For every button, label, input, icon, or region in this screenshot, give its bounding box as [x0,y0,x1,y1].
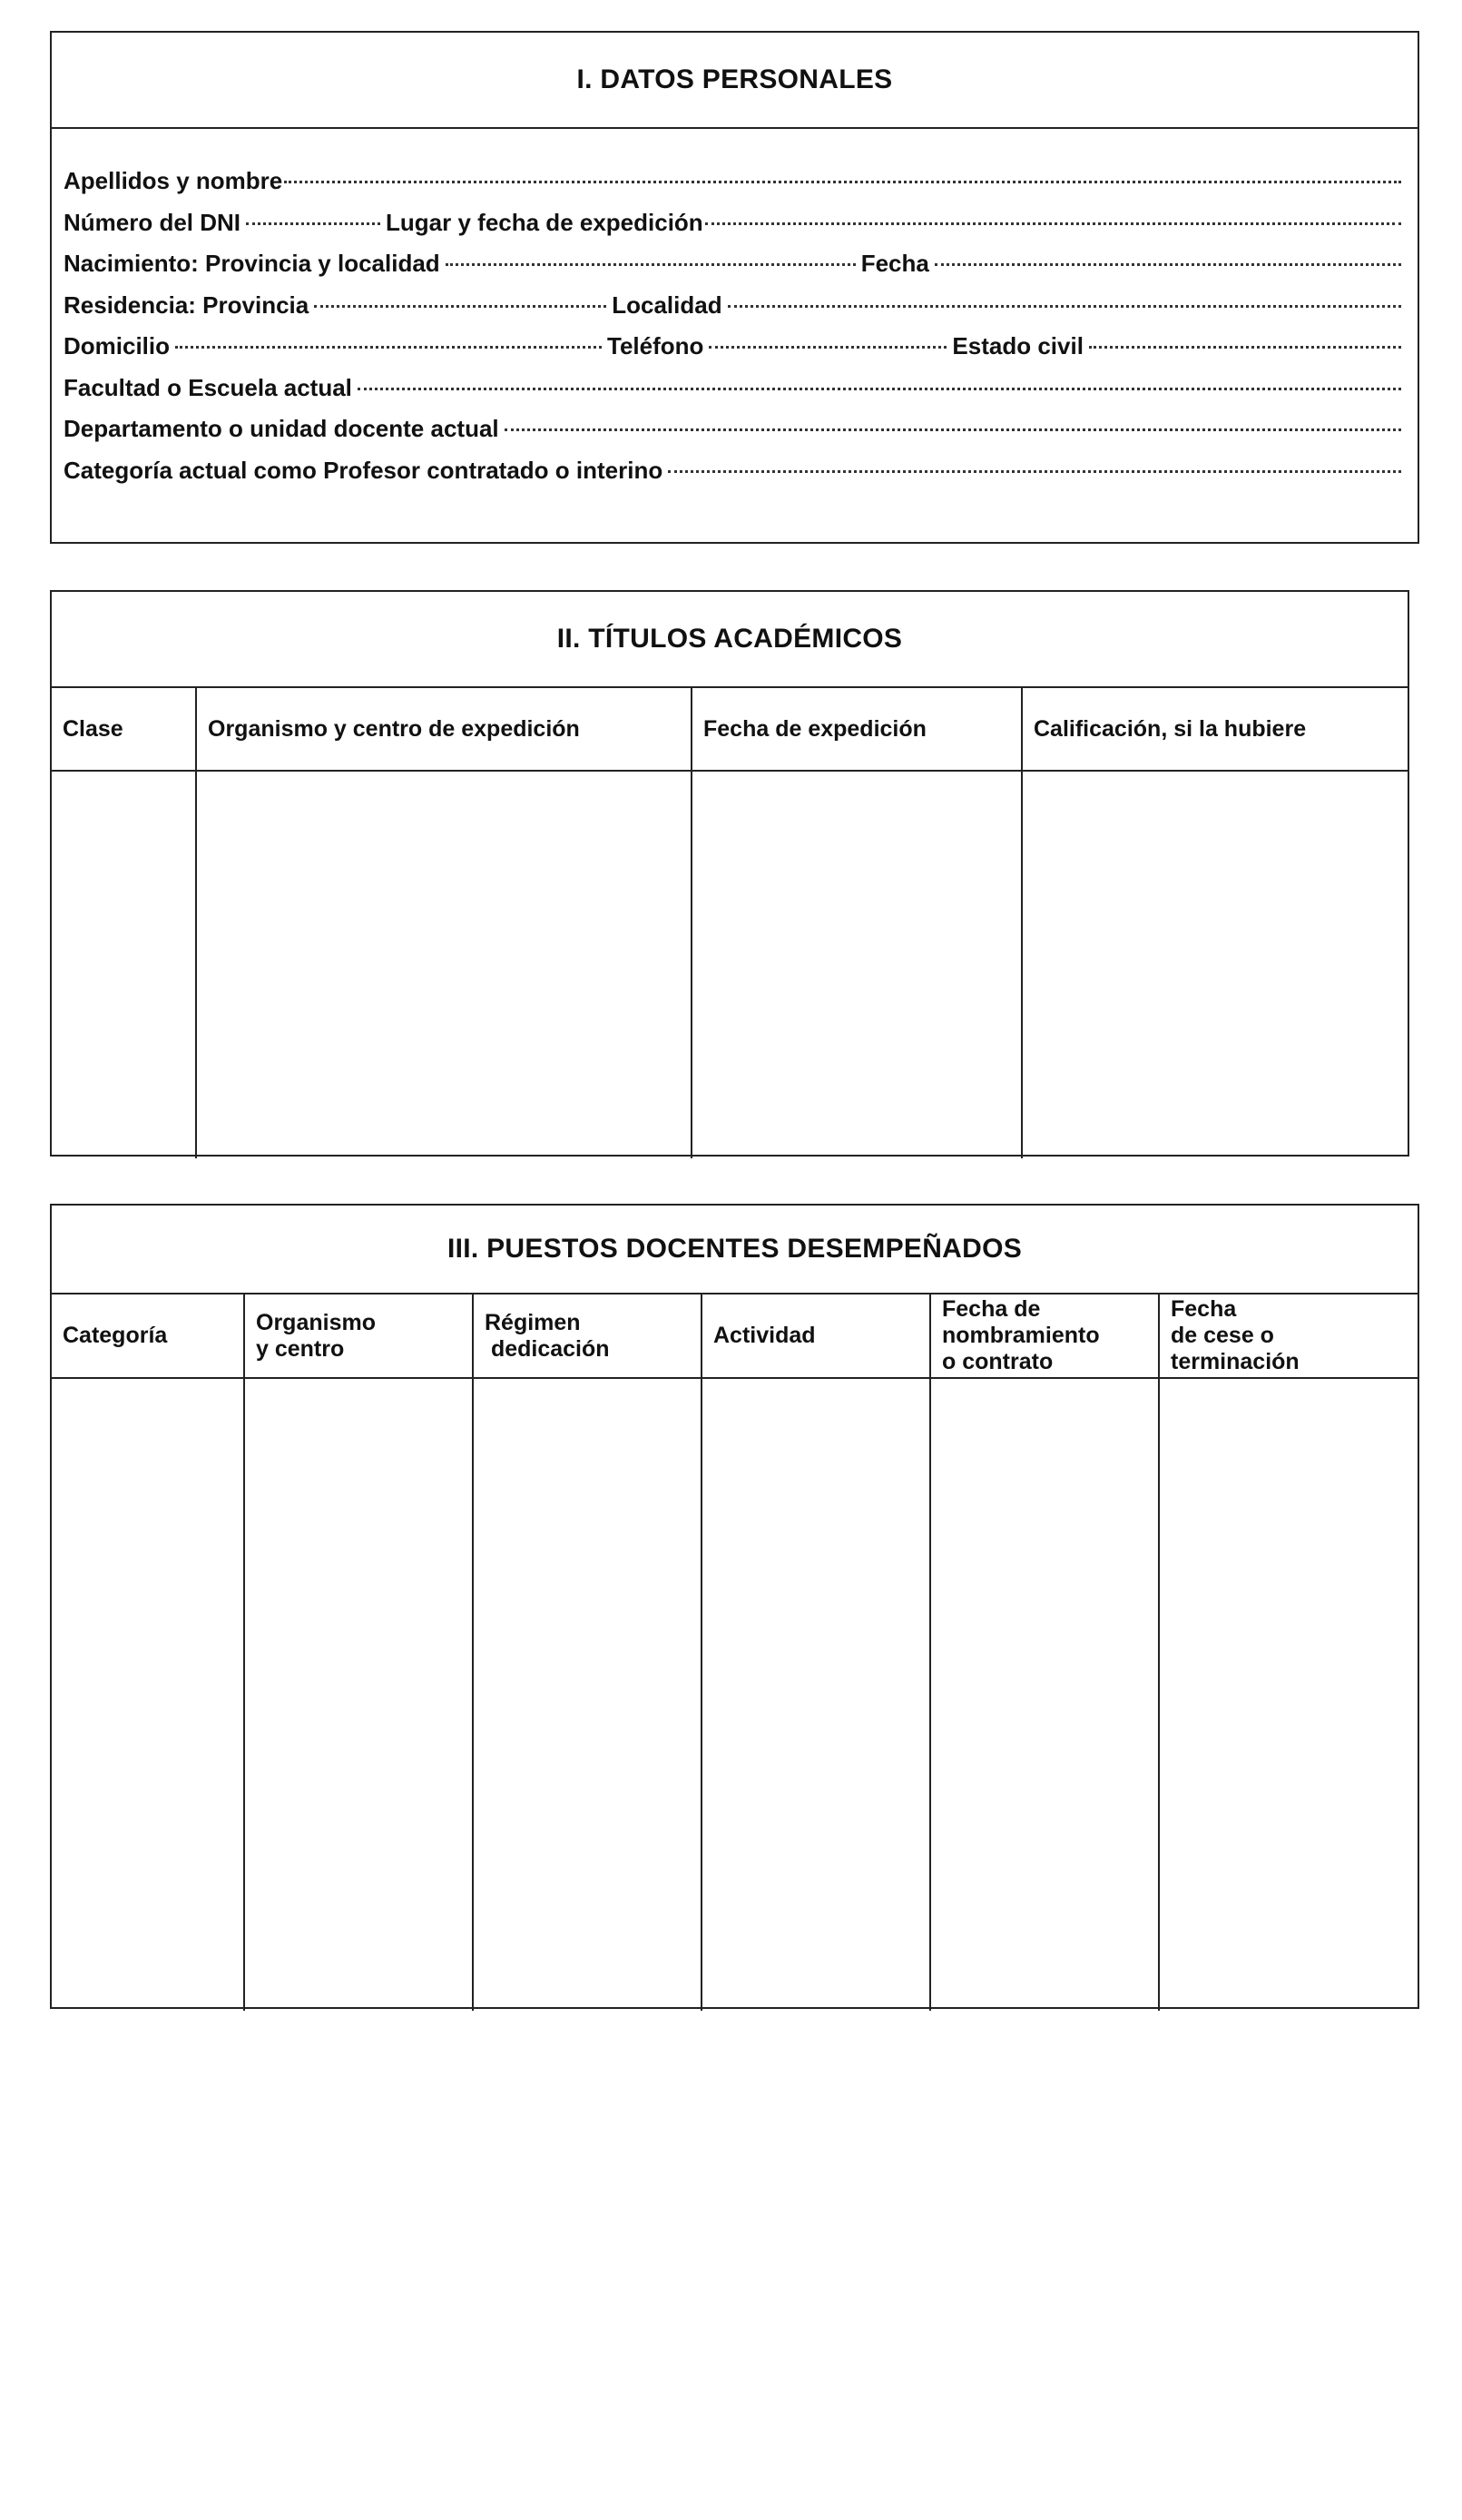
personal-data-fields [52,129,1418,497]
col-header-actividad: Actividad [702,1294,930,1378]
label-apellidos: Apellidos y nombre [64,167,283,194]
label-categoria-actual: Categoría actual como Profesor contratado o interino [64,456,663,484]
col-header-nombramiento-line-1: Fecha de [942,1296,1041,1322]
input-domicilio[interactable] [175,346,602,349]
titulos-table [52,688,1408,1158]
label-domicilio: Domicilio [64,332,171,359]
col-header-cese-line-3: terminación [1171,1349,1300,1374]
input-nacimiento[interactable] [446,263,856,266]
input-telefono[interactable] [709,346,947,349]
input-fecha-nacimiento[interactable] [935,263,1401,266]
label-estado-civil: Estado civil [952,332,1084,359]
cell-categoria[interactable] [52,1378,244,2011]
input-lugar-fecha-expedicion[interactable] [705,222,1401,225]
col-header-organismo-line-2: y centro [256,1335,345,1362]
label-fecha-nacimiento: Fecha [860,250,929,277]
cell-calificacion[interactable] [1022,771,1408,1158]
field-row-dni [64,209,1407,251]
table-row [52,771,1408,1158]
field-row-facultad [64,374,1407,416]
col-header-organismo-line-1: Organismo [256,1309,376,1335]
cell-organismo-expedicion[interactable] [196,771,692,1158]
cell-organismo-centro[interactable] [244,1378,473,2011]
input-categoria-actual[interactable] [668,470,1401,473]
col-header-regimen-line-1: Régimen [485,1309,581,1335]
label-localidad: Localidad [612,290,722,319]
label-telefono: Teléfono [607,332,704,359]
cell-fecha-nombramiento[interactable] [930,1378,1159,2011]
label-departamento: Departamento o unidad docente actual [64,415,499,442]
field-row-apellidos [64,167,1407,209]
input-estado-civil[interactable] [1089,346,1401,349]
input-apellidos[interactable] [284,181,1401,183]
label-lugar-fecha-expedicion: Lugar y fecha de expedición [386,208,703,236]
cell-fecha-cese[interactable] [1159,1378,1418,2011]
input-localidad[interactable] [728,305,1401,308]
col-header-clase: Clase [52,688,196,771]
col-header-fecha-cese [1159,1294,1418,1378]
label-residencia: Residencia: Provincia [64,290,309,319]
cell-clase[interactable] [52,771,196,1158]
col-header-nombramiento-line-2: nombramiento [942,1323,1100,1348]
cell-actividad[interactable] [702,1378,930,2011]
section-title-datos-personales: I. DATOS PERSONALES [52,33,1418,129]
col-header-organismo-expedicion: Organismo y centro de expedición [196,688,692,771]
label-facultad: Facultad o Escuela actual [64,373,352,401]
field-row-nacimiento [64,250,1407,291]
label-dni: Número del DNI [64,208,241,236]
field-row-categoria-actual [64,457,1407,498]
section-titulos-academicos [50,590,1409,1157]
titulos-header-row [52,688,1408,771]
col-header-regimen-dedicacion [473,1294,702,1378]
table-row [52,1378,1418,2011]
col-header-calificacion: Calificación, si la hubiere [1022,688,1408,771]
field-row-residencia [64,291,1407,333]
col-header-fecha-nombramiento [930,1294,1159,1378]
label-nacimiento: Nacimiento: Provincia y localidad [64,250,440,277]
field-row-domicilio [64,332,1407,374]
field-row-departamento [64,415,1407,457]
cell-regimen-dedicacion[interactable] [473,1378,702,2011]
col-header-cese-line-2: de cese o [1171,1323,1274,1348]
col-header-regimen-line-2: dedicación [485,1335,610,1362]
input-facultad[interactable] [358,388,1401,390]
col-header-fecha-expedicion: Fecha de expedición [692,688,1022,771]
input-dni[interactable] [246,222,380,225]
col-header-categoria: Categoría [52,1294,244,1378]
puestos-header-row [52,1294,1418,1378]
input-departamento[interactable] [505,428,1401,431]
col-header-nombramiento-line-3: o contrato [942,1349,1054,1374]
section-title-puestos-docentes: III. PUESTOS DOCENTES DESEMPEÑADOS [52,1206,1418,1294]
input-residencia-provincia[interactable] [314,305,606,308]
section-title-titulos-academicos: II. TÍTULOS ACADÉMICOS [52,592,1408,688]
cell-fecha-expedicion[interactable] [692,771,1022,1158]
puestos-table [52,1294,1418,2011]
section-datos-personales [50,31,1419,544]
section-puestos-docentes [50,1204,1419,2009]
col-header-cese-line-1: Fecha [1171,1296,1237,1322]
col-header-organismo-centro [244,1294,473,1378]
